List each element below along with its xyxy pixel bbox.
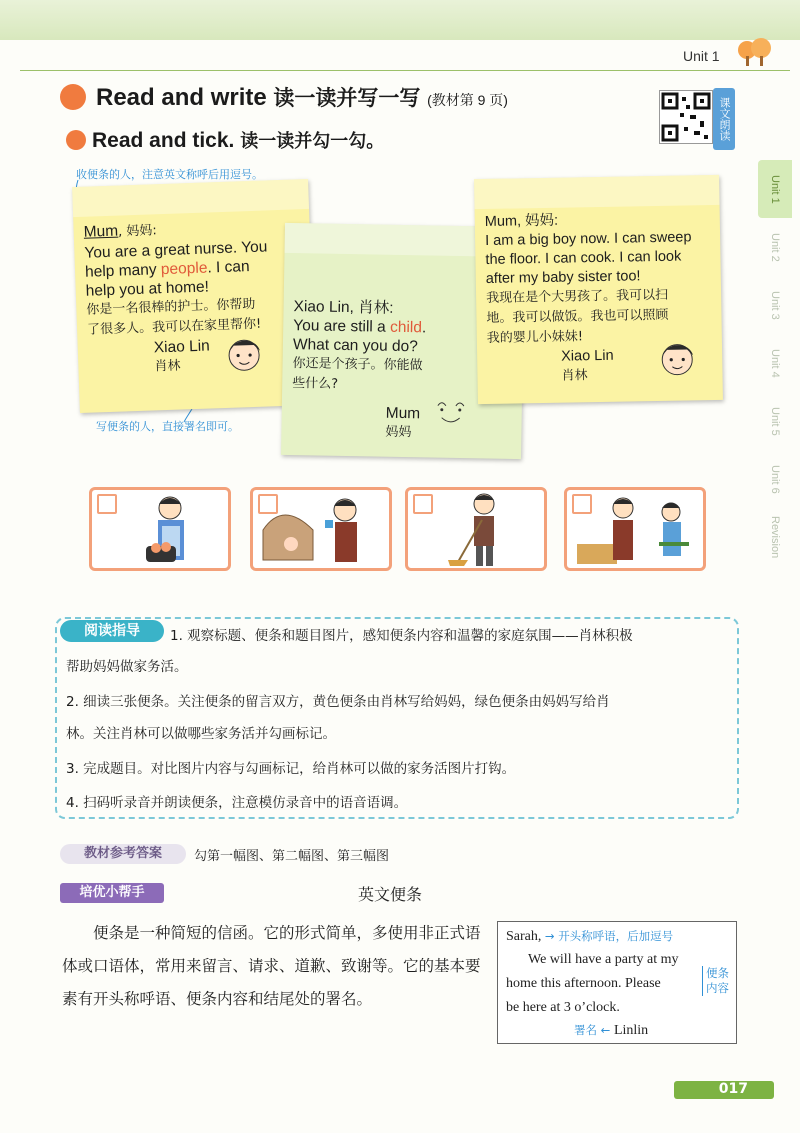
- picture-visitor: [564, 487, 706, 571]
- memo-note-content: 便条内容: [702, 966, 732, 996]
- tick-box[interactable]: [572, 494, 592, 514]
- note-from-mum: Xiao Lin, 肖林: You are still a child. What can you do? 你还是个孩子。你能做 些什么? Mum 妈妈: [281, 223, 525, 459]
- sample-memo: Sarah, → 开头称呼语，后加逗号 We will have a party at my home this afternoon. Please be here at 3 o’clock. 便条内容 署名 ← Linlin: [497, 921, 737, 1044]
- guide-line: 林。关注肖林可以做哪些家务活并勾画标记。: [66, 726, 336, 742]
- unit-side-tabs: [758, 160, 792, 566]
- hint-signature: 写便条的人，直接署名即可。: [96, 420, 239, 433]
- helper-tag: 培优小帮手: [60, 883, 164, 903]
- reading-guide-box: [55, 617, 739, 819]
- side-tab-unit2[interactable]: Unit 2: [769, 232, 781, 262]
- memo-salutation: Sarah,: [506, 929, 542, 944]
- tree-icon: [735, 36, 775, 68]
- qr-label: 课文朗读: [713, 88, 735, 150]
- guide-line: 4. 扫码听录音并朗读便条，注意模仿录音中的语音语调。: [66, 795, 408, 811]
- tick-box[interactable]: [413, 494, 433, 514]
- guide-line: 帮助妈妈做家务活。: [66, 659, 188, 675]
- top-band: [0, 0, 800, 40]
- tick-box[interactable]: [258, 494, 278, 514]
- section-bullet: [60, 84, 86, 110]
- qr-code[interactable]: [659, 90, 713, 144]
- guide-line: 1. 观察标题、便条和题目图片，感知便条内容和温馨的家庭氛围——肖林积极: [170, 628, 633, 644]
- note-from-xiao-lin-2: Mum, 妈妈: I am a big boy now. I can sweep the floor. I can cook. I can look after my baby sister too! 我现在是个大男孩了。我可以扫 地。我可以做饭。我也可以照顾 我的婴儿小妹妹! Xiao Lin 肖林: [474, 175, 723, 404]
- memo-line: We will have a party at my: [528, 952, 679, 967]
- picture-cooking: [89, 487, 231, 571]
- helper-title: 英文便条: [358, 885, 423, 904]
- side-tab-unit4[interactable]: Unit 4: [769, 348, 781, 378]
- side-tab-unit5[interactable]: Unit 5: [769, 406, 781, 436]
- hint-salutation: 收便条的人，注意英文称呼后用逗号。: [76, 168, 263, 181]
- boy-face-icon: [653, 337, 704, 384]
- subsection-bullet: [66, 130, 86, 150]
- memo-line: home this afternoon. Please: [506, 976, 661, 991]
- helper-paragraph: 便条是一种简短的信函。它的形式简单，多使用非正式语体或口语体，常用来留言、请求、道歉、致谢等。它的基本要素有开头称呼语、便条内容和结尾处的署名。: [62, 924, 481, 1008]
- guide-line: 2. 细读三张便条。关注便条的留言双方，黄色便条由肖林写给妈妈，绿色便条由妈妈写给肖: [66, 694, 610, 710]
- header-divider: [20, 70, 790, 71]
- unit-label: Unit 1: [683, 48, 720, 64]
- reading-guide-tag: 阅读指导: [60, 620, 164, 642]
- boy-face-icon: [223, 332, 268, 374]
- subsection-title: Read and tick. 读一读并勾一勾。: [92, 129, 385, 152]
- side-tab-unit3[interactable]: Unit 3: [769, 290, 781, 320]
- picture-baby-sister: [250, 487, 392, 571]
- answer-text: 勾第一幅图、第二幅图、第三幅图: [194, 849, 390, 864]
- picture-sweeping: [405, 487, 547, 571]
- section-title: Read and write 读一读并写一写 (教材第 9 页): [96, 84, 508, 111]
- answer-tag: 教材参考答案: [60, 844, 186, 864]
- page-number: 017: [674, 1081, 774, 1099]
- side-tab-unit6[interactable]: Unit 6: [769, 464, 781, 494]
- memo-note-salutation: 开头称呼语，后加逗号: [558, 929, 674, 943]
- note-from-xiao-lin: Mum, 妈妈: You are a great nurse. You help many people. I can help you at home! 你是一名很棒的护士。你帮助 了很多人。我可以在家里帮你! Xiao Lin 肖林: [72, 179, 316, 413]
- memo-line: be here at 3 o’clock.: [506, 1000, 620, 1015]
- mum-face-icon: [431, 396, 472, 433]
- memo-signature: Linlin: [613, 1023, 649, 1038]
- guide-line: 3. 完成题目。对比图片内容与勾画标记，给肖林可以做的家务活图片打钩。: [66, 761, 516, 777]
- memo-note-signature: 署名: [574, 1023, 597, 1037]
- side-tab-unit1[interactable]: Unit 1: [758, 160, 792, 218]
- side-tab-revision[interactable]: Revision: [769, 515, 781, 559]
- tick-box[interactable]: [97, 494, 117, 514]
